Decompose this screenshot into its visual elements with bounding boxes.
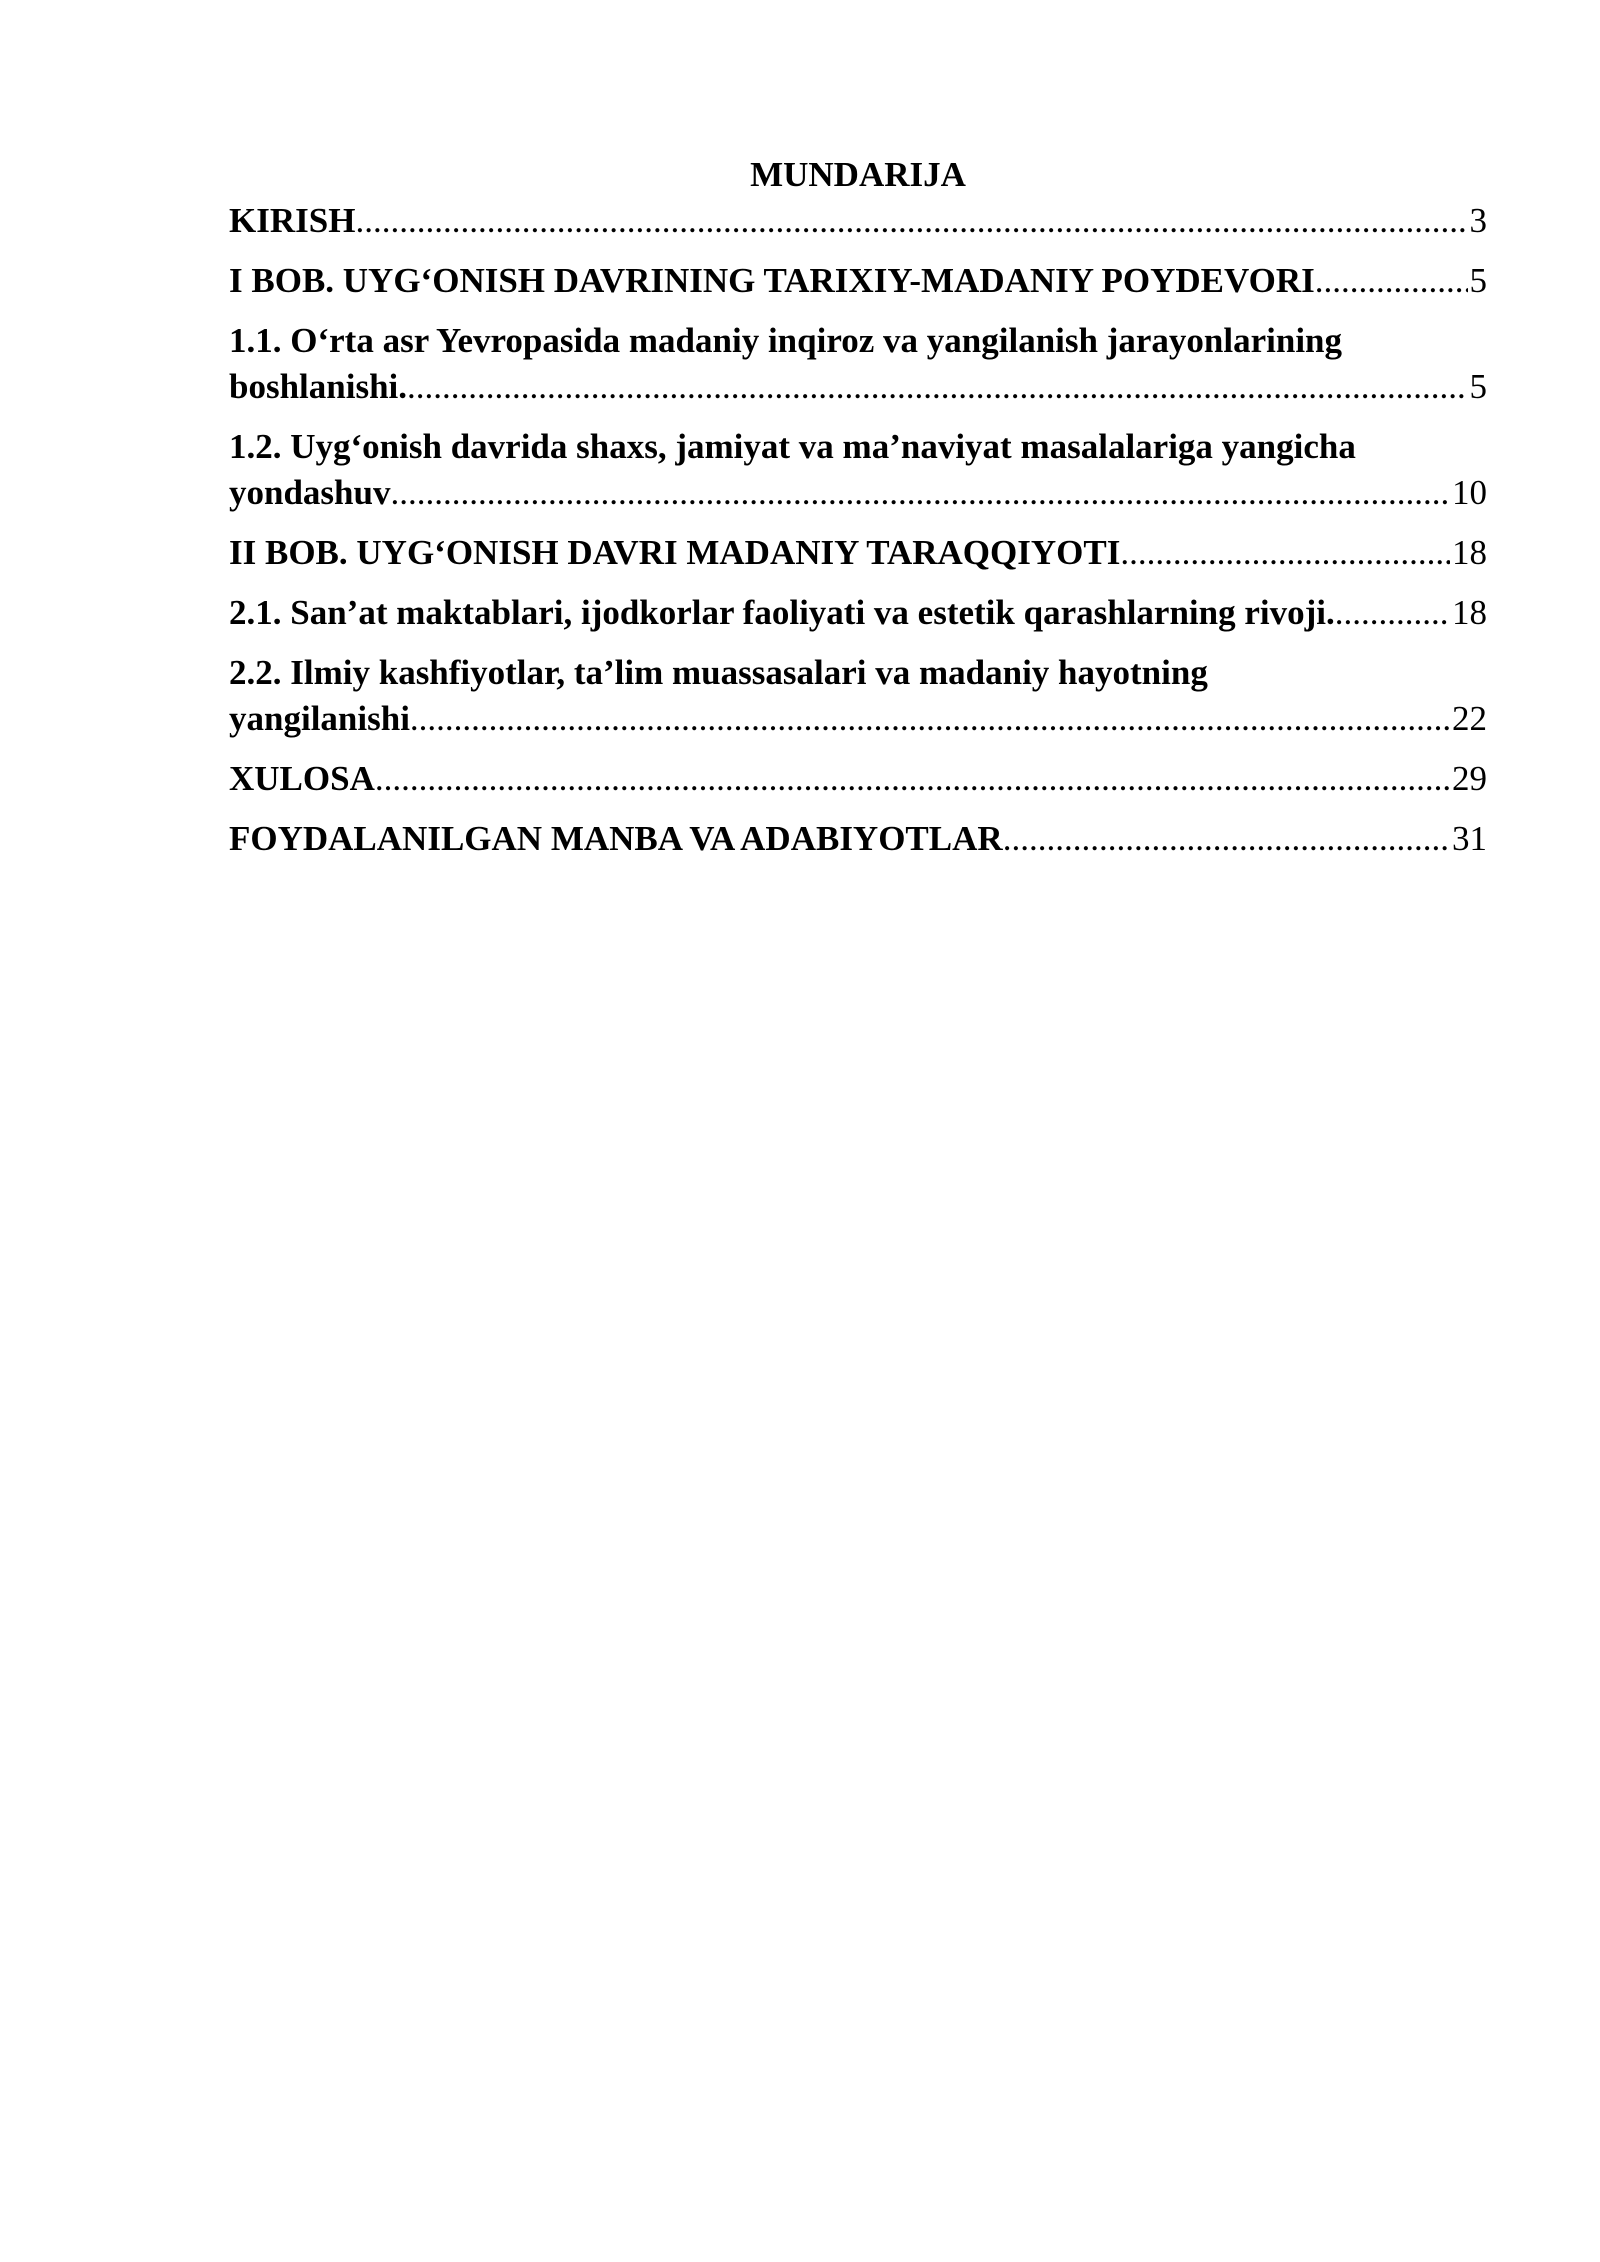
- toc-entry-section-1-2[interactable]: [229, 424, 1487, 516]
- toc-entry-references[interactable]: [229, 816, 1487, 862]
- toc-leader-dots: [407, 364, 1467, 410]
- toc-entry-section-2-2[interactable]: [229, 650, 1487, 742]
- toc-title: MUNDARIJA: [750, 155, 966, 194]
- toc-entry-label: FOYDALANILGAN MANBA VA ADABIYOTLAR: [229, 819, 1003, 858]
- toc-entry-section-2-1[interactable]: [229, 590, 1487, 636]
- toc-entry-xulosa[interactable]: [229, 756, 1487, 802]
- toc-leader-dots: [1120, 530, 1450, 576]
- toc-entry-label: yangilanishi: [229, 699, 410, 738]
- toc-entry-label: XULOSA: [229, 759, 375, 798]
- toc-page-number: 5: [1469, 367, 1487, 406]
- toc-entry-section-1-1[interactable]: [229, 318, 1487, 410]
- toc-page-number: 31: [1452, 819, 1487, 858]
- toc-leader-dots: [1003, 816, 1450, 862]
- toc-leader-dots: [355, 198, 1467, 244]
- toc-entry-label: yondashuv: [229, 473, 391, 512]
- toc-entry-label: KIRISH: [229, 201, 356, 240]
- toc-page-number: 18: [1452, 593, 1487, 632]
- toc-page-number: 5: [1469, 261, 1487, 300]
- toc-page-number: 22: [1452, 699, 1487, 738]
- toc-page-number: 29: [1452, 759, 1487, 798]
- toc-entry-label: boshlanishi.: [229, 367, 408, 406]
- toc-entry-label-line1: 1.2. Uyg‘onish davrida shaxs, jamiyat va ma’naviyat masalalariga yangicha: [229, 427, 1356, 466]
- toc-page-number: 18: [1452, 533, 1487, 572]
- toc-leader-dots: [1315, 258, 1468, 304]
- toc-leader-dots: [410, 696, 1450, 742]
- toc-entry-chapter-1[interactable]: [229, 258, 1487, 304]
- toc-leader-dots: [375, 756, 1450, 802]
- toc-entry-kirish[interactable]: [229, 198, 1487, 244]
- toc-entry-chapter-2[interactable]: [229, 530, 1487, 576]
- toc-entry-label: I BOB. UYG‘ONISH DAVRINING TARIXIY-MADANIY POYDEVORI: [229, 261, 1315, 300]
- toc-page-number: 3: [1469, 201, 1487, 240]
- toc-entry-label-line1: 2.2. Ilmiy kashfiyotlar, ta’lim muassasalari va madaniy hayotning: [229, 653, 1208, 692]
- toc-entry-label: II BOB. UYG‘ONISH DAVRI MADANIY TARAQQIYOTI: [229, 533, 1121, 572]
- toc-page-number: 10: [1452, 473, 1487, 512]
- table-of-contents: [229, 152, 1487, 862]
- toc-entry-label: 2.1. San’at maktablari, ijodkorlar faoliyati va estetik qarashlarning rivoji.: [229, 593, 1335, 632]
- toc-leader-dots: [390, 470, 1450, 516]
- toc-leader-dots: [1335, 590, 1450, 636]
- toc-entry-label-line1: 1.1. O‘rta asr Yevropasida madaniy inqiroz va yangilanish jarayonlarining: [229, 321, 1343, 360]
